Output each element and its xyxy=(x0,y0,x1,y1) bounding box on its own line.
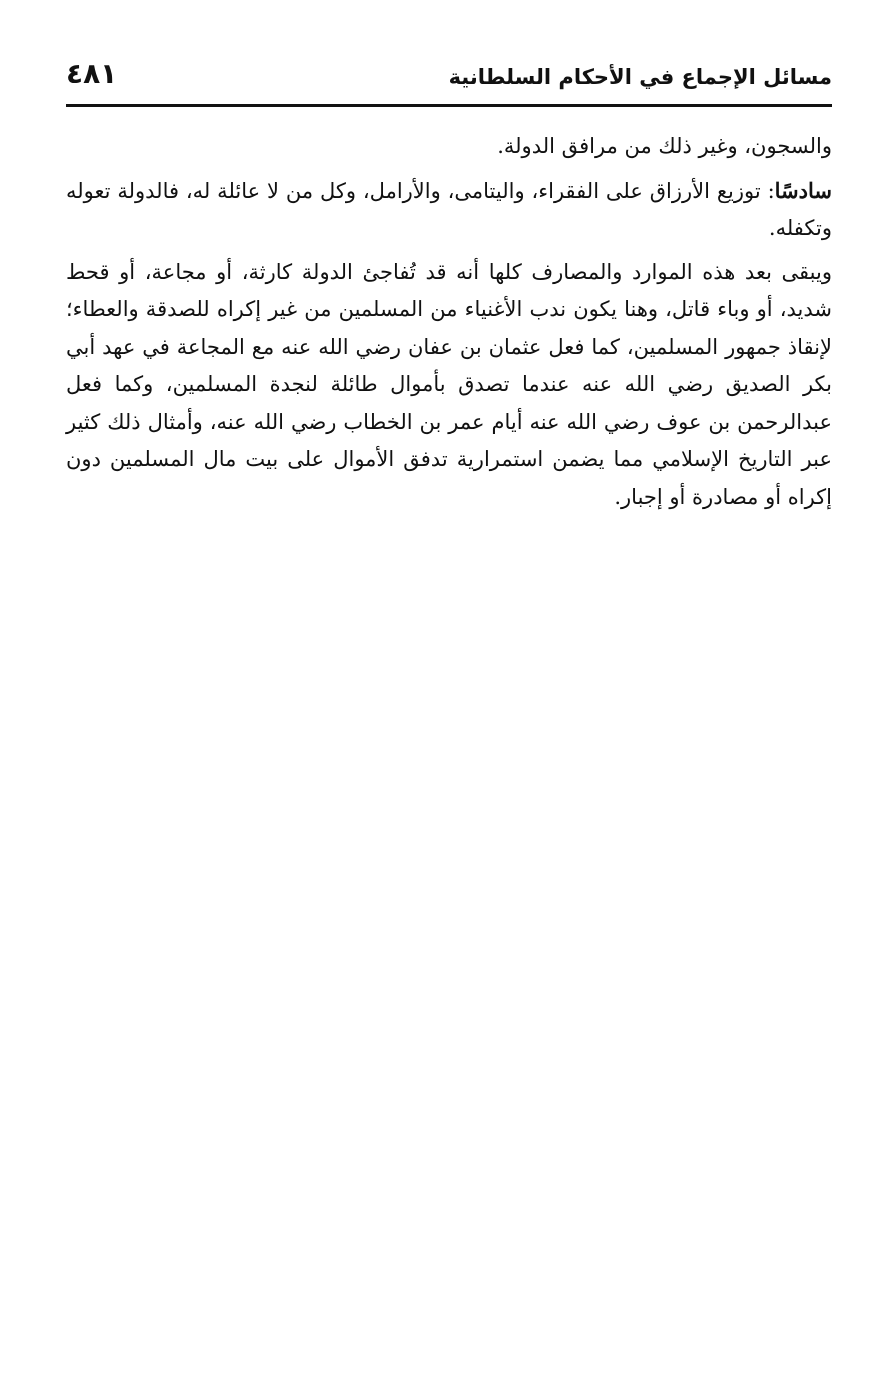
running-title: مسائل الإجماع في الأحكام السلطانية xyxy=(448,65,832,89)
paragraph-3-text: ويبقى بعد هذه الموارد والمصارف كلها أنه قد تُفاجئ الدولة كارثة، أو مجاعة، أو قحط شديد، أو وباء قاتل، وهنا يكون ندب الأغنياء من المسلمين من غير إكراه للصدقة والعطاء؛ لإنقاذ جمهور المسلمين، كما فعل عثمان بن عفان رضي الله عنه مع المجاعة في عهد أبي بكر الصديق رضي الله عنه عندما تصدق بأموال طائلة لنجدة المسلمين، وكما فعل عبدالرحمن بن عوف رضي الله عنه أيام عمر بن الخطاب رضي الله عنه، وأمثال ذلك كثير عبر التاريخ الإسلامي مما يضمن استمرارية تدفق الأموال على بيت مال المسلمين دون إكراه أو مصادرة أو إجبار. xyxy=(66,259,832,509)
page-header xyxy=(66,52,832,102)
paragraph-1-text: والسجون، وغير ذلك من مرافق الدولة. xyxy=(497,134,832,158)
paragraph-2-label: سادسًا xyxy=(774,177,832,203)
page-number: ٤٨١ xyxy=(66,57,118,90)
body-text xyxy=(66,128,832,522)
header-divider xyxy=(66,104,832,107)
paragraph-2 xyxy=(66,172,832,248)
paragraph-3 xyxy=(66,254,832,517)
paragraph-2-text: : توزيع الأرزاق على الفقراء، واليتامى، والأرامل، وكل من لا عائلة له، فالدولة تعوله وتكفله. xyxy=(66,178,832,240)
paragraph-1 xyxy=(66,128,832,166)
